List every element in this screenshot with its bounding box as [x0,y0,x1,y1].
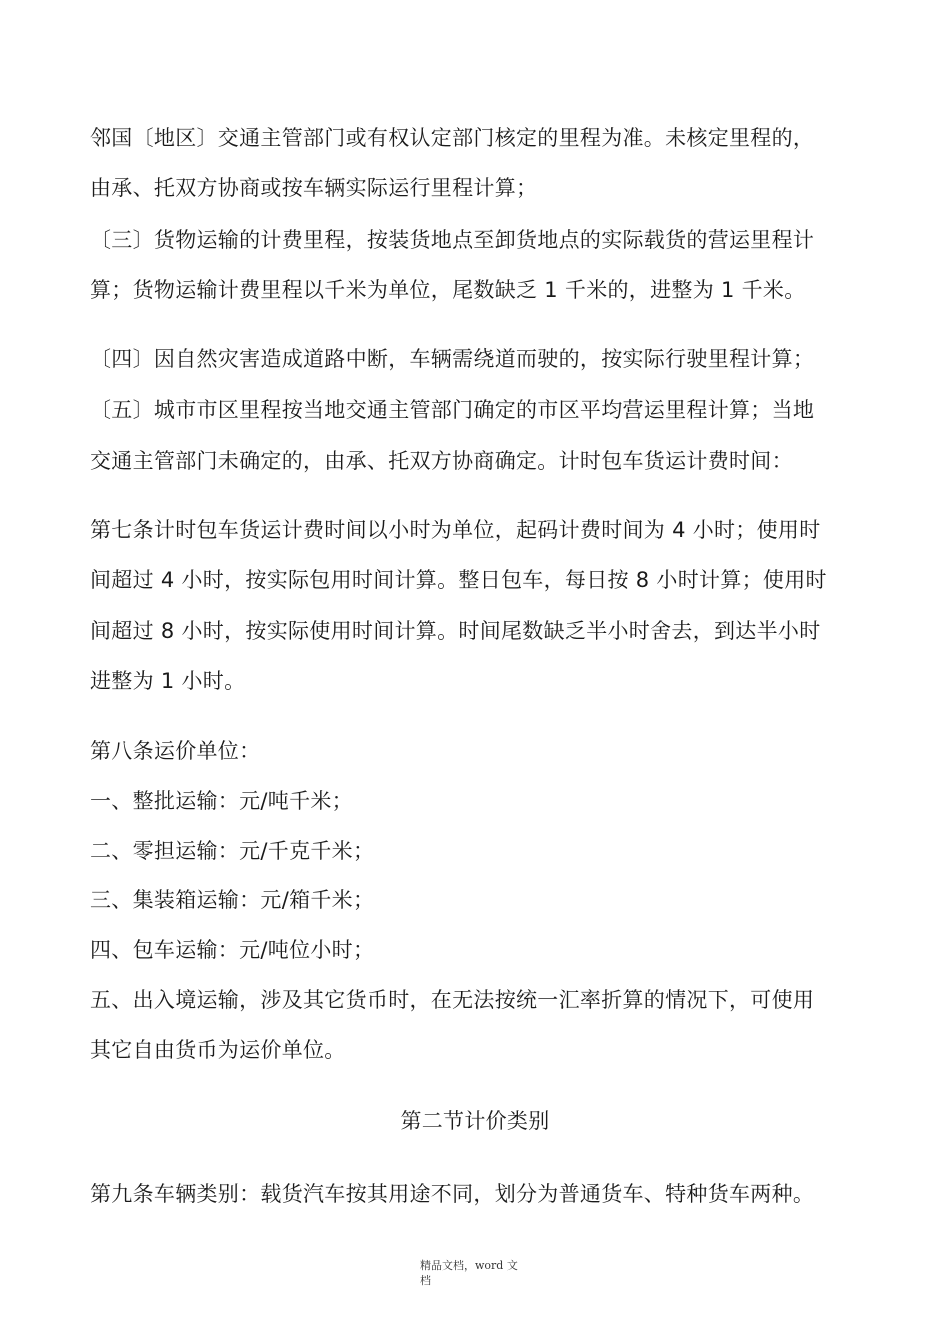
article-7-line: 第七条计时包车货运计费时间以小时为单位，起码计费时间为 4 小时；使用时 [90,518,821,542]
section-heading: 第二节计价类别 [400,1109,550,1133]
footer-line: 精品文档，word 文 [420,1259,518,1272]
paragraph-line: 交通主管部门未确定的，由承、托双方协商确定。计时包车货运计费时间： [90,449,793,473]
page-footer [420,1258,560,1288]
footer-line: 档 [420,1274,431,1287]
paragraph-line: 算；货物运输计费里程以千米为单位，尾数缺乏 1 千米的，进整为 1 千米。 [90,278,806,302]
paragraph-line: 间超过 8 小时，按实际使用时间计算。时间尾数缺乏半小时舍去，到达半小时 [90,619,821,643]
paragraph-line: 邻国〔地区〕交通主管部门或有权认定部门核定的里程为准。未核定里程的， [90,126,815,150]
list-item: 二、零担运输：元/千克千米； [90,839,375,863]
list-item: 五、出入境运输，涉及其它货币时，在无法按统一汇率折算的情况下，可使用 [90,988,815,1012]
list-item: 四、包车运输：元/吨位小时； [90,938,375,962]
article-9-line: 第九条车辆类别：载货汽车按其用途不同，划分为普通货车、特种货车两种。 [90,1182,815,1206]
paragraph-line: 进整为 1 小时。 [90,669,246,693]
paragraph-line: 〔四〕因自然灾害造成道路中断，车辆需绕道而驶的，按实际行驶里程计算； [90,347,815,371]
list-item: 三、集装箱运输：元/箱千米； [90,888,375,912]
paragraph-line: 由承、托双方协商或按车辆实际运行里程计算； [90,176,538,200]
paragraph-line: 〔三〕货物运输的计费里程，按装货地点至卸货地点的实际载货的营运里程计 [90,228,815,252]
paragraph-line: 间超过 4 小时，按实际包用时间计算。整日包车，每日按 8 小时计算；使用时 [90,568,827,592]
article-8-line: 第八条运价单位： [90,739,261,763]
paragraph-line: 其它自由货币为运价单位。 [90,1038,346,1062]
list-item: 一、整批运输：元/吨千米； [90,789,353,813]
paragraph-line: 〔五〕城市市区里程按当地交通主管部门确定的市区平均营运里程计算；当地 [90,398,815,422]
